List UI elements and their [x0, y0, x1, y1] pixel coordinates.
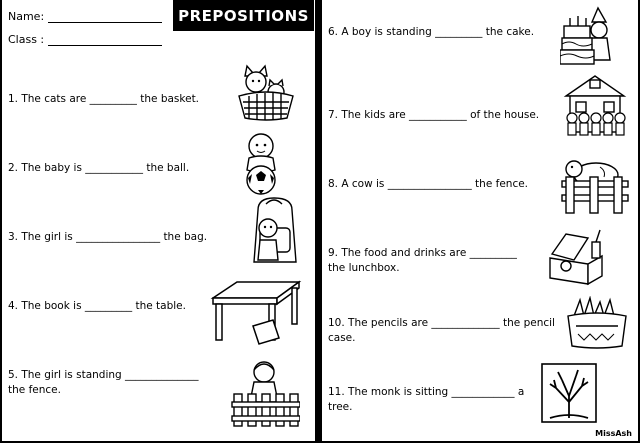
name-field-line[interactable] [48, 22, 162, 23]
question-4: 4. The book is _________ the table. [8, 300, 186, 312]
question-5-line-1: 5. The girl is standing ______________ [8, 369, 199, 381]
question-1: 1. The cats are _________ the basket. [8, 93, 200, 105]
kids-in-front-of-house-icon [562, 72, 628, 138]
lunchbox-icon [544, 226, 610, 288]
question-2: 2. The baby is ___________ the ball. [8, 162, 190, 174]
question-9-line-1: 9. The food and drinks are _________ [328, 247, 517, 259]
name-label: Name: [8, 10, 45, 23]
question-8: 8. A cow is ________________ the fence. [328, 178, 529, 190]
pencil-case-icon [566, 296, 628, 350]
worksheet-left-page [2, 0, 315, 441]
birthday-cake-icon [560, 4, 622, 68]
question-10-line-2: case. [328, 332, 356, 344]
girl-at-fence-icon [230, 358, 300, 428]
baby-on-ball-icon [238, 130, 284, 196]
question-11-line-1: 11. The monk is sitting ____________ a [328, 386, 525, 398]
question-10-line-1: 10. The pencils are _____________ the pencil [328, 317, 555, 329]
question-3: 3. The girl is ________________ the bag. [8, 231, 208, 243]
brand-signature: MissAsh [595, 429, 632, 438]
question-6: 6. A boy is standing _________ the cake. [328, 26, 535, 38]
question-7: 7. The kids are ___________ of the house. [328, 109, 540, 121]
class-field-line[interactable] [48, 45, 162, 46]
cow-behind-fence-icon [560, 155, 630, 219]
question-5-line-2: the fence. [8, 384, 61, 396]
tree-icon [540, 362, 598, 426]
question-11-line-2: tree. [328, 401, 353, 413]
question-9-line-2: the lunchbox. [328, 262, 400, 274]
girl-with-bag-icon [246, 196, 304, 270]
worksheet-right-page [322, 0, 638, 441]
page-title: PREPOSITIONS [173, 0, 314, 31]
cats-in-basket-icon [235, 62, 297, 122]
class-label: Class : [8, 33, 45, 46]
table-with-book-icon [207, 276, 303, 346]
